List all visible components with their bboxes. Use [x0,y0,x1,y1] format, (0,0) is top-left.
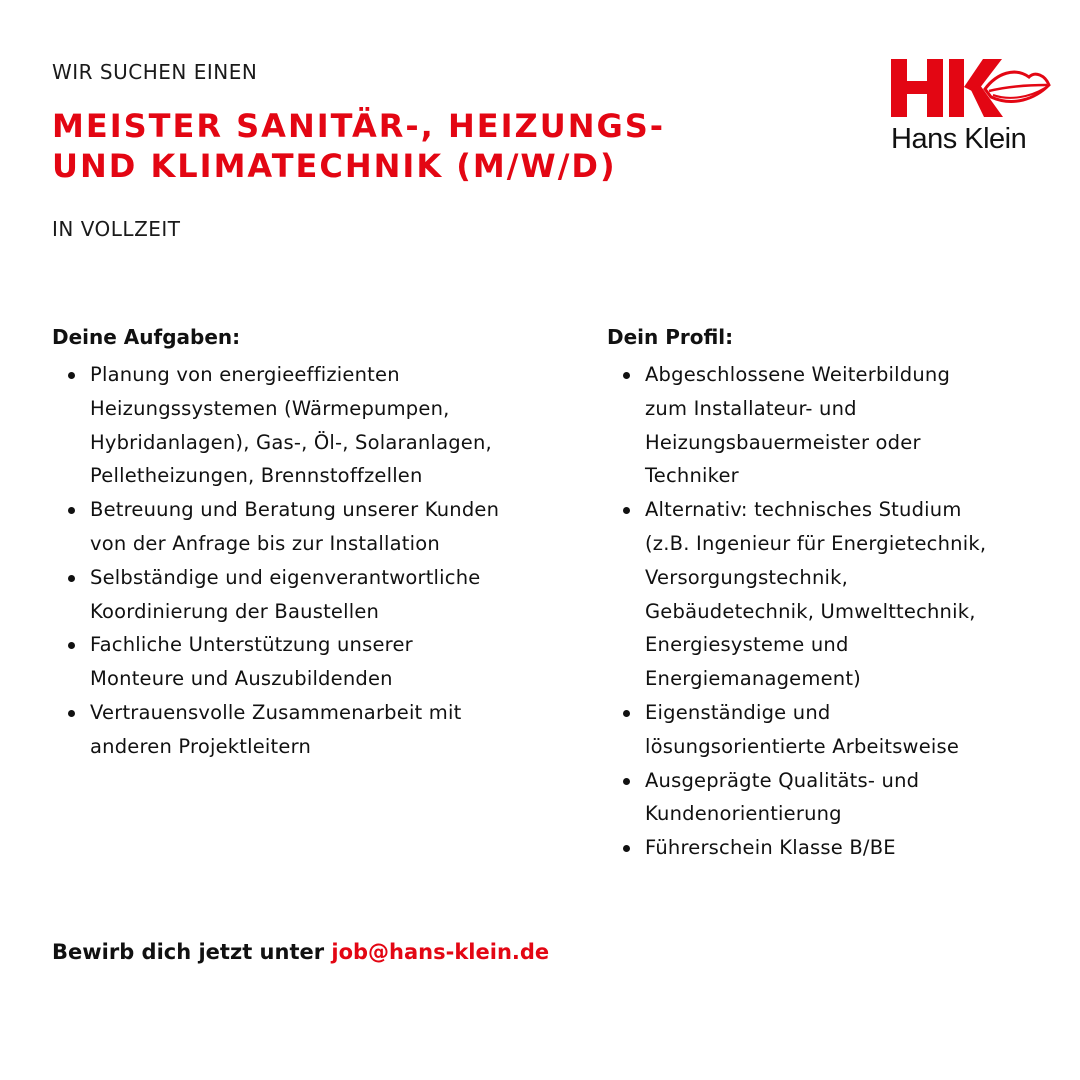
list-item: Fachliche Unterstützung unserer Monteure und Auszubildenden [90,628,582,696]
job-title-line-2: UND KLIMATECHNIK (M/W/D) [52,147,617,185]
job-title [52,106,665,186]
list-item: Selbständige und eigenverantwortliche Koordinierung der Baustellen [90,561,582,629]
logo-k-arm [964,59,1002,93]
apply-text: Bewirb dich jetzt unter [52,940,332,964]
profile-section [607,320,1047,865]
employment-type: IN VOLLZEIT [52,217,181,241]
job-title-line-1: MEISTER SANITÄR-, HEIZUNGS- [52,107,666,145]
apply-email-link[interactable]: job@hans-klein.de [331,940,550,964]
list-item: Planung von energieeffizienten Heizungssystemen (Wärmepumpen, Hybridanlagen), Gas-, Öl-, Solaranlagen, Pelletheizungen, Brennstoffzellen [90,358,582,493]
list-item: Abgeschlossene Weiterbildung zum Installateur- und Heizungsbauermeister oder Techniker [645,358,1047,493]
logo-h-right-bar [927,59,943,117]
tasks-list [52,358,582,764]
list-item: Ausgeprägte Qualitäts- und Kundenorientierung [645,764,1047,832]
apply-call-to-action [52,940,549,964]
list-item: Vertrauensvolle Zusammenarbeit mit anderen Projektleitern [90,696,582,764]
logo-h-left-bar [891,59,907,117]
list-item: Betreuung und Beratung unserer Kunden von der Anfrage bis zur Installation [90,493,582,561]
list-item: Alternativ: technisches Studium (z.B. Ingenieur für Energietechnik, Versorgungstechnik, Gebäudetechnik, Umwelttechnik, Energiesysteme und Energiemanagement) [645,493,1047,696]
logo-k-stem [949,59,964,117]
logo-wordmark: Hans Klein [891,123,1027,155]
tasks-heading: Deine Aufgaben: [52,325,241,349]
profile-list [607,358,1047,865]
profile-heading: Dein Profil: [607,325,734,349]
logo-h-crossbar [905,81,929,94]
list-item: Führerschein Klasse B/BE [645,831,1047,865]
intro-text: WIR SUCHEN EINEN [52,60,258,84]
logo-lips-line [989,85,1047,91]
list-item: Eigenständige und lösungsorientierte Arbeitsweise [645,696,1047,764]
tasks-section [52,320,582,764]
